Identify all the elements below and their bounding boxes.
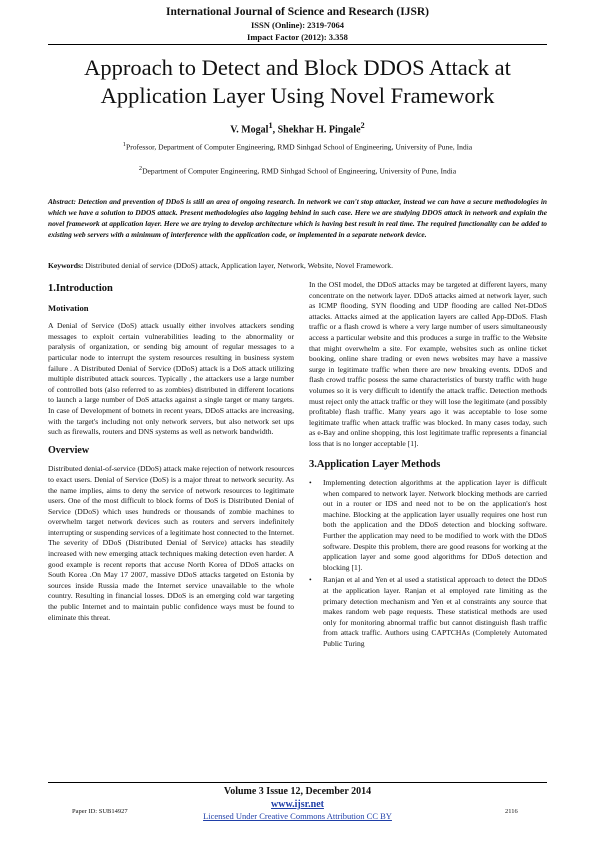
abstract: Abstract: Detection and prevention of DDoS is still an area of ongoing research. In network we can't stop attacker, instead we can have a secure methodologies in which we have a solution to DDOS attack. Present methodologies also lagging behind in such case. Here we are studying DDOS attack in network and explain the novel framework at application layer. Here we are trying to develop architecture which is having best result in real time. The required functionality can be added to existing web servers with a minimum of interference with the application code, or implemented in a separate network device. — [48, 197, 547, 239]
issn: ISSN (Online): 2319-7064 — [250, 20, 345, 30]
author-superscript: 2 — [360, 121, 365, 130]
affiliation — [0, 141, 595, 152]
bullet-icon: • — [309, 478, 312, 488]
author-superscript: 1 — [268, 121, 273, 130]
keywords-text: Distributed denial of service (DDoS) attack, Application layer, Network, Website, Novel Framework. — [83, 261, 394, 270]
paragraph: A Denial of Service (DoS) attack usually either involves attackers sending messages to exploit certain vulnerabilities leading to the abnormality or paralysis of organization, or sending big amount of regular messages to a particular node to interrupt the system resources resulting in business system failure . A Distributed Denial of Service (DDoS) attack is a DoS attack utilizing multiple distributed attack sources. Typically , the attackers use a large number of controlled bots (also referred to as zombies) distributed in different locations to launch a large number of DoS attacks against a single target or many targets. In case of Development of botnets in recent years, DDoS attacks are increasing, with the target's including not only network servers, but also network set ups such as firewalls, routers and DNS systems as well as network bandwidth. — [48, 321, 294, 437]
author-name: V. Mogal — [230, 124, 269, 136]
bullet-item — [309, 575, 547, 649]
website-link[interactable]: www.ijsr.net — [271, 799, 324, 810]
section-heading: 3.Application Layer Methods — [309, 458, 441, 470]
author-separator: , — [272, 124, 278, 136]
page-number: 2116 — [505, 808, 518, 815]
right-column — [309, 280, 547, 652]
affiliation — [0, 165, 595, 176]
paragraph: Distributed denial-of-service (DDoS) attack make rejection of network resources to exact users. Denial of Service (DoS) is a major threat to network security. As the name implies, aims to deny the service of network resources to legitimate users. One of the most difficult to block forms of DoS is Distributed Denial of Service (DDoS) which uses hundreds or thousands of zombie machines to overwhelm target network devices such as routers and servers indefinitely interrupting or suspending services of a legitimate host connected to the Internet. The severity of DDoS (Distributed Denial of Service) attacks has steadily increased with new emerging attack techniques making detection even harder. A good example is recent reports that accuse North Korea of DDoS attacks on South Korea .On May 17 2007, massive DDoS attacks targeted on Estonia by sources inside Russia made the Internet service unavailable to the whole country. Resulting in financial losses. DDoS is an emerging cold war targeting the public Internet and to maintain public confidence ways must be found to eliminate this threat. — [48, 464, 294, 622]
paper-title: Approach to Detect and Block DDOS Attack at Application Layer Using Novel Framework — [84, 55, 511, 108]
left-column — [48, 280, 294, 631]
journal-name: International Journal of Science and Research (IJSR) — [165, 6, 429, 18]
keywords — [48, 261, 547, 271]
paper-id: Paper ID: SUB14927 — [72, 808, 128, 815]
bullet-icon: • — [309, 575, 312, 585]
subsection-heading: Motivation — [48, 302, 89, 313]
author-line — [0, 121, 595, 135]
affiliation-superscript: 1 — [122, 141, 126, 148]
keywords-label: Keywords: — [48, 261, 84, 270]
bullet-text: Implementing detection algorithms at the application layer is difficult when compared to network layer. Network blocking methods are carried out in a router or IDS and need not to be on the application's host machine. Blocking at the application layer usually requires one host run both the application and the DDoS detection and blocking software. Further the application may need to be modified to work with the DDoS software. Despite this problem, there are good reasons for working at the application layer and some good algorithms for DDoS detection and blocking [1]. — [323, 478, 547, 572]
paragraph: In the OSI model, the DDoS attacks may be targeted at different layers, many concentrate on the network layer. DDoS attacks aimed at network layer, such as ICMP flooding, SYN flooding and UDP flooding are called Net-DDoS attacks. Attacks aimed at the application layers are called App-DDoS. Flash traffic or a flash crowd is where a very large number of users simultaneously access a particular website and this produces a surge in traffic to the Website that might overwhelm a site. For example, websites such as online ticket booking, online share trading or even news websites may have a massive surge in legitimate traffic when there are new breaking events. DDoS and flash crowd traffic posess the same characteristics of bursty traffic with huge volumes so it is very difficult to identify the attack traffic. Detection methods must reject only the attack traffic or they will lose the legitimate (and possibly profitable) flash traffic. Many years ago it was acceptable to lose some legitimate traffic when attack traffic was blocked. In many cases today, such as e-Bay and online shopping, this lost legitimate traffic represents a financial loss that is no longer acceptable [1]. — [309, 280, 547, 448]
section-heading: 1.Introduction — [48, 283, 113, 294]
author-name: Shekhar H. Pingale — [277, 124, 361, 136]
affiliation-text: Professor, Department of Computer Engineering, RMD Sinhgad School of Engineering, University of Pune, India — [125, 142, 473, 152]
affiliation-text: Department of Computer Engineering, RMD Sinhgad School of Engineering, University of Pune, India — [142, 166, 457, 176]
bullet-text: Ranjan et al and Yen et al used a statistical approach to detect the DDoS at the application layer. Ranjan et al employed rate limiting as the primary detection mechanism and Yen et al constraints any source that makes random web page requests. These statistical methods are used only for monitoring abnormal traffic but cannot distinguish flash traffic from attack traffic. Authors using CAPTCHAs (Completely Automated Public Turing — [323, 575, 547, 648]
subsection-heading: Overview — [48, 444, 90, 456]
affiliation-superscript: 2 — [138, 165, 143, 172]
license-link[interactable]: Licensed Under Creative Commons Attribution CC BY — [203, 811, 392, 821]
volume-info: Volume 3 Issue 12, December 2014 — [223, 786, 372, 797]
impact-factor: Impact Factor (2012): 3.358 — [247, 32, 348, 42]
header-divider — [48, 44, 547, 45]
footer-divider — [48, 782, 547, 783]
bullet-item — [309, 478, 547, 573]
